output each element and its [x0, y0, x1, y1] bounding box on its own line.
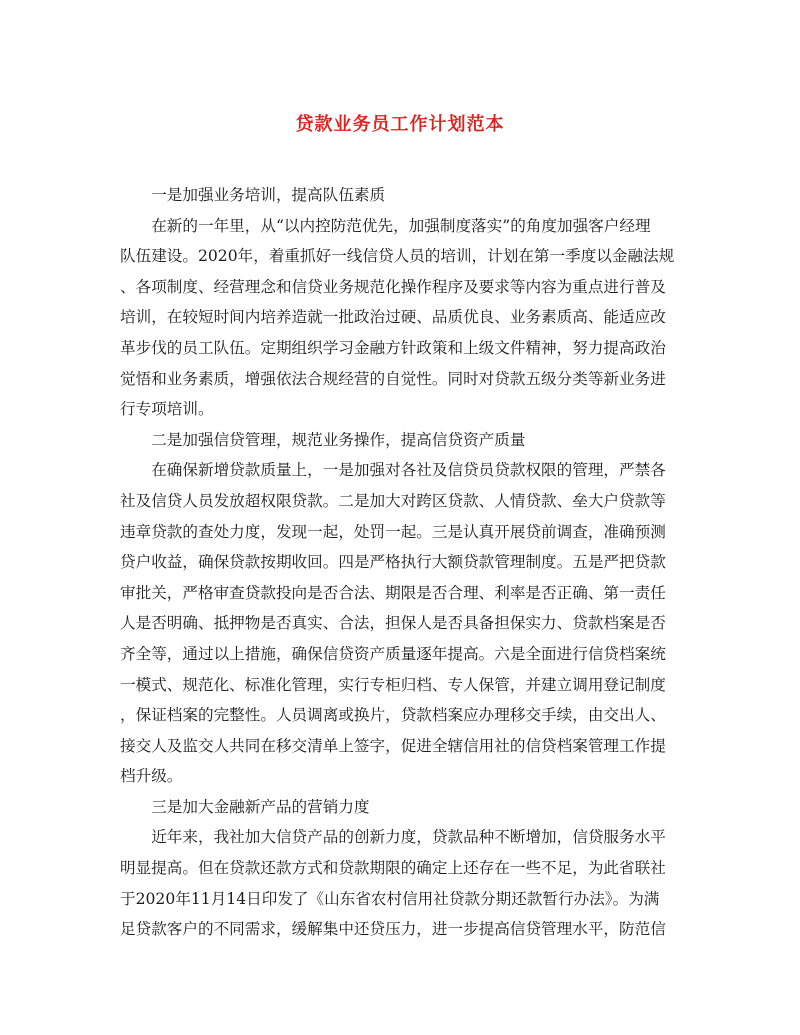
body-paragraph	[120, 822, 680, 944]
text-line: 一模式、规范化、标准化管理，实行专柜归档、专人保管，并建立调用登记制度	[120, 675, 666, 694]
section-heading	[120, 180, 680, 211]
text-line: 档升级。	[120, 767, 183, 786]
document-page	[120, 112, 680, 945]
section-heading	[120, 792, 680, 823]
text-line: 培训，在较短时间内培养造就一批政治过硬、品质优良、业务素质高、能适应改	[120, 308, 666, 327]
text-line: 齐全等，通过以上措施，确保信贷资产质量逐年提高。六是全面进行信贷档案统	[120, 644, 666, 663]
text-line: 审批关，严格审查贷款投向是否合法、期限是否合理、利率是否正确、第一责任	[120, 583, 666, 602]
text-line: 三是加大金融新产品的营销力度	[151, 797, 370, 816]
text-line: 二是加强信贷管理，规范业务操作，提高信贷资产质量	[151, 430, 526, 449]
text-line: 于2020年11月14日印发了《山东省农村信用社贷款分期还款暂行办法》。为满	[120, 889, 660, 908]
text-line: 违章贷款的查处力度，发现一起，处罚一起。三是认真开展贷前调查，准确预测	[120, 522, 666, 541]
text-line: 在确保新增贷款质量上，一是加强对各社及信贷员贷款权限的管理，严禁各	[151, 461, 666, 480]
text-line: 革步伐的员工队伍。定期组织学习金融方针政策和上级文件精神，努力提高政治	[120, 338, 666, 357]
text-line: 觉悟和业务素质，增强依法合规经营的自觉性。同时对贷款五级分类等新业务进	[120, 369, 666, 388]
text-line: 一是加强业务培训，提高队伍素质	[151, 186, 386, 204]
text-line: 社及信贷人员发放超权限贷款。二是加大对跨区贷款、人情贷款、垒大户贷款等	[120, 491, 666, 510]
text-line: 人是否明确、抵押物是否真实、合法，担保人是否具备担保实力、贷款档案是否	[120, 614, 666, 633]
body-paragraph	[120, 455, 680, 792]
text-line: 队伍建设。2020年，着重抓好一线信贷人员的培训，计划在第一季度以金融法规	[120, 247, 675, 266]
text-line: 行专项培训。	[120, 400, 214, 419]
document-body	[120, 180, 680, 945]
text-line: 近年来，我社加大信贷产品的创新力度，贷款品种不断增加，信贷服务水平	[151, 828, 666, 847]
text-line: 足贷款客户的不同需求，缓解集中还贷压力，进一步提高信贷管理水平，防范信	[120, 920, 666, 939]
text-line: 接交人及监交人共同在移交清单上签字，促进全辖信用社的信贷档案管理工作提	[120, 736, 666, 755]
text-line: 在新的一年里，从“以内控防范优先，加强制度落实”的角度加强客户经理	[151, 216, 651, 235]
body-paragraph	[120, 211, 680, 425]
document-title: 贷款业务员工作计划范本	[295, 114, 505, 135]
text-line: 贷户收益，确保贷款按期收回。四是严格执行大额贷款管理制度。五是严把贷款	[120, 553, 666, 572]
section-heading	[120, 425, 680, 456]
text-line: 明显提高。但在贷款还款方式和贷款期限的确定上还存在一些不足，为此省联社	[120, 859, 666, 878]
text-line: ，保证档案的完整性。人员调离或换片，贷款档案应办理移交手续，由交出人、	[120, 706, 666, 725]
text-line: 、各项制度、经营理念和信贷业务规范化操作程序及要求等内容为重点进行普及	[120, 277, 666, 296]
